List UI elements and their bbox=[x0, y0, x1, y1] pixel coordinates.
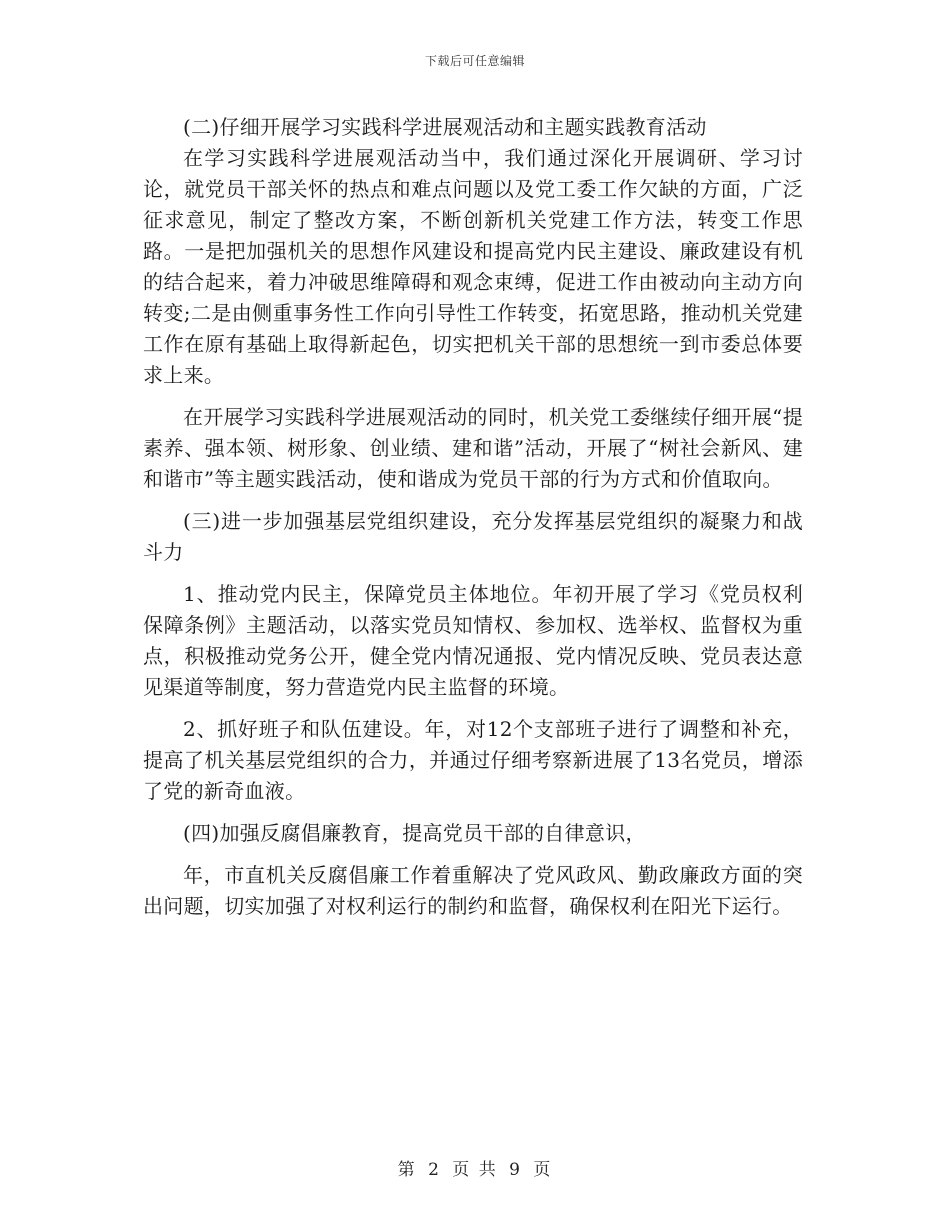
page-number: 2 bbox=[428, 1160, 441, 1180]
section-heading-three: (三)进一步加强基层党组织建设，充分发挥基层党组织的凝聚力和战斗力 bbox=[143, 509, 803, 564]
total-pages: 9 bbox=[509, 1160, 522, 1180]
section-heading-four: (四)加强反腐倡廉教育，提高党员干部的自律意识， bbox=[183, 821, 646, 845]
paragraph: 在开展学习实践科学进展观活动的同时，机关党工委继续仔细开展“提素养、强本领、树形象、创业绩、建和谐”活动，开展了“树社会新风、建和谐市”等主题实践活动，使和谐成为党员干部的行为方式和价值取向。 bbox=[143, 405, 803, 491]
paragraph: 2、抓好班子和队伍建设。年，对12个支部班子进行了调整和补充，提高了机关基层党组织的合力，并通过仔细考察新进展了13名党员，增添了党的新奇血液。 bbox=[143, 717, 803, 803]
page-footer bbox=[0, 1155, 950, 1180]
paragraph: 1、推动党内民主，保障党员主体地位。年初开展了学习《党员权利保障条例》主题活动，以落实党员知情权、参加权、选举权、监督权为重点，积极推动党务公开，健全党内情况通报、党内情况反映、党员表达意见渠道等制度，努力营造党内民主监督的环境。 bbox=[143, 582, 803, 699]
footer-middle: 页 共 bbox=[452, 1160, 498, 1180]
paragraph: 在学习实践科学进展观活动当中，我们通过深化开展调研、学习讨论，就党员干部关怀的热点和难点问题以及党工委工作欠缺的方面，广泛征求意见，制定了整改方案，不断创新机关党建工作方法，转变工作思路。一是把加强机关的思想作风建设和提高党内民主建设、廉政建设有机的结合起来，着力冲破思维障碍和观念束缚，促进工作由被动向主动方向转变;二是由侧重事务性工作向引导性工作转变，拓宽思路，推动机关党建工作在原有基础上取得新起色，切实把机关干部的思想统一到市委总体要求上来。 bbox=[143, 146, 803, 387]
footer-prefix: 第 bbox=[397, 1160, 417, 1180]
section-heading-two: (二)仔细开展学习实践科学进展观活动和主题实践教育活动 bbox=[183, 115, 707, 139]
header-note: 下载后可任意编辑 bbox=[424, 54, 525, 68]
footer-suffix: 页 bbox=[533, 1160, 553, 1180]
document-body bbox=[143, 112, 803, 922]
paragraph: 年，市直机关反腐倡廉工作着重解决了党风政风、勤政廉政方面的突出问题，切实加强了对权利运行的制约和监督，确保权利在阳光下运行。 bbox=[143, 863, 803, 918]
